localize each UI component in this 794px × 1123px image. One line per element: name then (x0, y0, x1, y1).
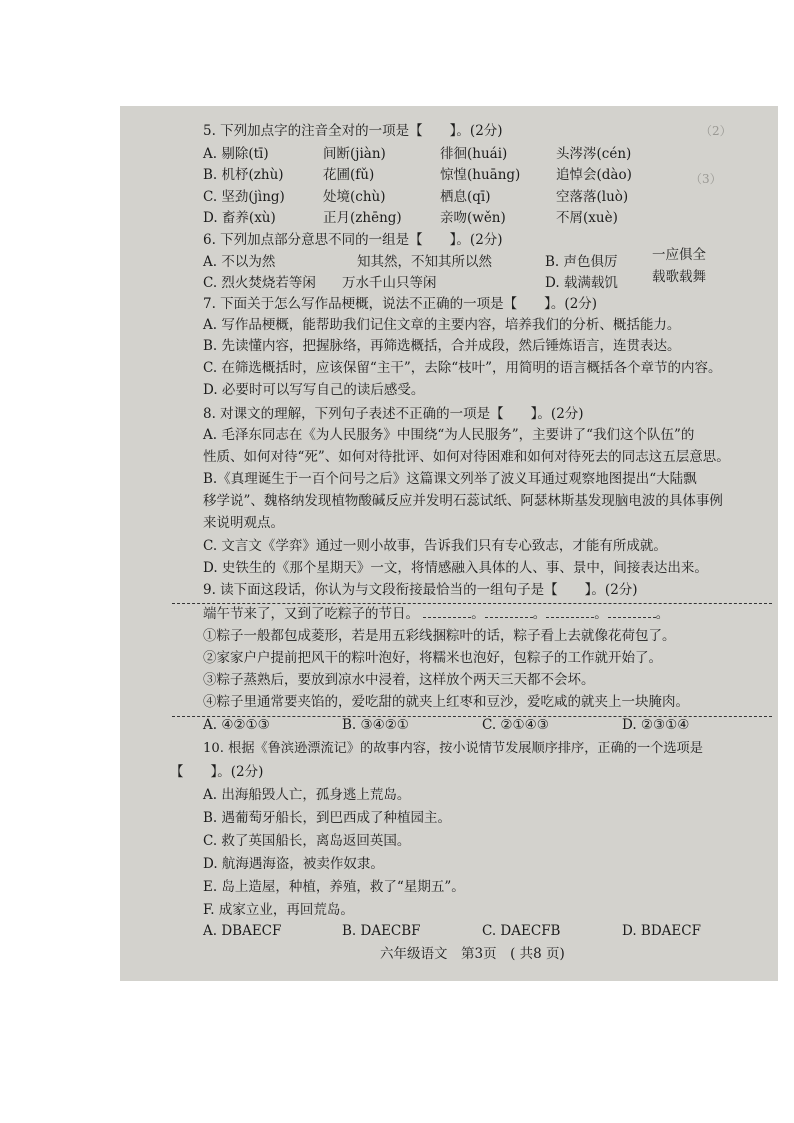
q10-option-c: C. DAECFB (482, 923, 561, 939)
q5-option-c-word-2: 处境(chù) (323, 189, 386, 205)
q10-event-a: A. 出海船毁人亡，孤身逃上荒岛。 (203, 787, 411, 803)
q6-option-b-compare: 一应俱全 (652, 247, 706, 263)
q8-option-b-line1: B.《真理诞生于一百个问号之后》这篇课文列举了波义耳通过观察地图提出“大陆飘 (203, 471, 697, 487)
q10-stem-continued: 【 】。(2分) (170, 764, 264, 780)
q5-option-d-word-2: 正月(zhēng) (323, 210, 402, 226)
bleed-through-mark: （3） (690, 172, 722, 186)
q10-option-d: D. BDAECF (622, 923, 701, 939)
q5-option-b-word-1: B. 机杼(zhù) (203, 167, 284, 183)
q9-option-a: A. ④②①③ (203, 717, 270, 733)
bleed-through-mark: （2） (700, 124, 732, 138)
q8-option-c: C. 文言文《学弈》通过一则小故事，告诉我们只有专心致志，才能有所成就。 (203, 538, 667, 554)
q9-passage-lead: 端午节来了，又到了吃粽子的节日。 。 。 。 。 (203, 606, 670, 622)
q8-option-a-line1: A. 毛泽东同志在《为人民服务》中围绕“为人民服务”，主要讲了“我们这个队伍”的 (203, 427, 695, 443)
q9-sentence-2: ②家家户户提前把风干的粽叶泡好，将糯米也泡好，包粽子的工作就开始了。 (203, 650, 662, 666)
q5-option-a-word-4: 头涔涔(cén) (556, 146, 632, 162)
q5-option-c-word-3: 栖息(qī) (440, 189, 491, 205)
q10-event-c: C. 救了英国船长，离岛返回英国。 (203, 833, 411, 849)
q9-blank-3 (546, 605, 594, 618)
q6-stem: 6. 下列加点部分意思不同的一组是【 】。(2分) (203, 232, 503, 248)
q6-option-c: C. 烈火焚烧若等闲 (203, 275, 316, 291)
q9-blank-2 (485, 605, 533, 618)
q6-option-a-compare: 知其然，不知其所以然 (357, 254, 492, 270)
q9-sentence-3: ③粽子蒸熟后，要放到凉水中浸着，这样放个两天三天都不会坏。 (203, 672, 595, 688)
q6-option-a: A. 不以为然 (203, 254, 276, 270)
q8-option-a-line2: 性质、如何对待“死”、如何对待批评、如何对待困难和如何对待死去的同志这五层意思。 (203, 449, 730, 465)
q5-option-c-word-1: C. 坚劲(jìng) (203, 189, 285, 205)
q5-option-d-word-3: 亲吻(wěn) (440, 210, 506, 226)
q8-option-b-line3: 来说明观点。 (203, 515, 284, 531)
q5-option-a-word-2: 间断(jiàn) (323, 146, 386, 162)
q6-option-b: B. 声色俱厉 (545, 254, 618, 270)
q10-option-a: A. DBAECF (203, 923, 282, 939)
q7-option-c: C. 在筛选概括时，应该保留“主干”，去除“枝叶”，用简明的语言概括各个章节的内容。 (203, 360, 722, 376)
q5-option-d-word-4: 不屑(xuè) (556, 210, 618, 226)
q9-sentence-4: ④粽子里通常要夹馅的，爱吃甜的就夹上红枣和豆沙，爱吃咸的就夹上一块腌肉。 (203, 694, 689, 710)
q5-stem: 5. 下列加点字的注音全对的一项是【 】。(2分) (203, 123, 503, 139)
q8-option-d: D. 史铁生的《那个星期天》一文，将情感融入具体的人、事、景中，间接表达出来。 (203, 560, 708, 576)
q10-event-b: B. 遇葡萄牙船长，到巴西成了种植园主。 (203, 810, 452, 826)
q10-event-f: F. 成家立业，再回荒岛。 (203, 902, 354, 918)
q10-option-b: B. DAECBF (342, 923, 421, 939)
q8-option-b-line2: 移学说”、魏格纳发现植物酸碱反应并发明石蕊试纸、阿瑟林斯基发现脑电波的具体事例 (203, 493, 723, 509)
q5-option-a-word-3: 徘徊(huái) (440, 146, 508, 162)
q9-passage-lead-text: 端午节来了，又到了吃粽子的节日。 (203, 606, 419, 622)
q5-option-d-word-1: D. 畜养(xù) (203, 210, 276, 226)
q9-option-c: C. ②①④③ (482, 717, 549, 733)
q5-option-c-word-4: 空落落(luò) (556, 189, 629, 205)
q10-stem: 10. 根据《鲁滨逊漂流记》的故事内容，按小说情节发展顺序排序，正确的一个选项是 (203, 741, 703, 756)
q7-option-d: D. 必要时可以写写自己的读后感受。 (203, 382, 425, 398)
q5-option-b-word-4: 追悼会(dào) (556, 167, 632, 183)
q9-blank-1 (423, 605, 471, 618)
q9-sentence-1: ①粽子一般都包成菱形，若是用五彩线捆粽叶的话，粽子看上去就像花荷包了。 (203, 628, 676, 644)
page-footer: 六年级语文 第3页 ( 共8 页) (380, 946, 565, 962)
q9-stem: 9. 读下面这段话，你认为与文段衔接最恰当的一组句子是【 】。(2分) (203, 582, 638, 598)
q7-stem: 7. 下面关于怎么写作品梗概，说法不正确的一项是【 】。(2分) (203, 296, 598, 312)
q8-stem: 8. 对课文的理解，下列句子表述不正确的一项是【 】。(2分) (203, 406, 584, 422)
q6-option-c-compare: 万水千山只等闲 (342, 275, 437, 291)
q9-option-d: D. ②③①④ (622, 717, 690, 733)
q5-option-b-word-2: 花圃(fǔ) (323, 167, 375, 183)
q9-option-b: B. ③④②① (342, 717, 409, 733)
q10-event-d: D. 航海遇海盗，被卖作奴隶。 (203, 856, 384, 872)
q9-blank-4 (608, 605, 656, 618)
q5-option-b-word-3: 惊惶(huāng) (440, 167, 521, 183)
q10-event-e: E. 岛上造屋，种植，养殖，救了“星期五”。 (203, 879, 465, 895)
q5-option-a-word-1: A. 剔除(tī) (203, 146, 269, 162)
q7-option-a: A. 写作品梗概，能帮助我们记住文章的主要内容，培养我们的分析、概括能力。 (203, 317, 681, 333)
q6-option-d-compare: 载歌载舞 (652, 269, 706, 285)
q7-option-b: B. 先读懂内容，把握脉络，再筛选概括，合并成段，然后锤炼语言，连贯表达。 (203, 338, 681, 354)
q6-option-d: D. 载满载饥 (545, 275, 618, 291)
